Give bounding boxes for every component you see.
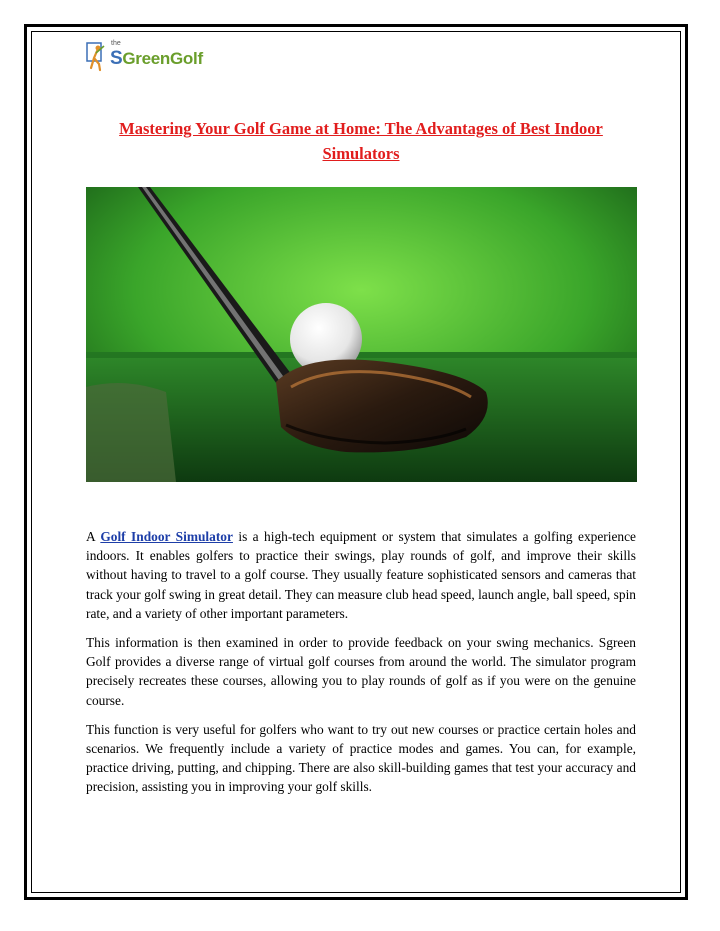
golf-indoor-simulator-link[interactable]: Golf Indoor Simulator: [100, 529, 233, 544]
logo-wordmark: SGreenGolf: [110, 48, 203, 69]
paragraph-3: This function is very useful for golfers who want to try out new courses or practice certain holes and scenarios. We frequently include a variety of practice modes and games. You can, for example, practice driving, putting, and chipping. There are also skill-building games that test your accuracy and precision, assisting you in improving your golf skills.: [86, 721, 636, 795]
paragraph-1: A Golf Indoor Simulator is a high-tech equipment or system that simulates a golfing experience indoors. It enables golfers to practice their swings, play rounds of golf, and improve their skills without having to travel to a golf course. They usually feature sophisticated sensors and cameras that track your golf swing in great detail. They can measure club head speed, launch angle, ball speed, spin rate, and a variety of other important parameters.: [86, 529, 636, 621]
golf-ball-on-driver-image: [86, 187, 637, 482]
article-title: Mastering Your Golf Game at Home: The Advantages of Best Indoor Simulators: [119, 119, 603, 163]
logo-the-text: the: [111, 40, 121, 47]
paragraph-2: This information is then examined in order to provide feedback on your swing mechanics. Sgreen Golf provides a diverse range of virtual golf courses from around the world. The simulator program precisely recreates these courses, allowing you to play rounds of golf as if you were on the genuine course.: [86, 635, 636, 708]
article-body: [86, 527, 636, 807]
golfer-logo-icon: [86, 42, 108, 72]
sgreengolf-logo[interactable]: [86, 40, 216, 72]
